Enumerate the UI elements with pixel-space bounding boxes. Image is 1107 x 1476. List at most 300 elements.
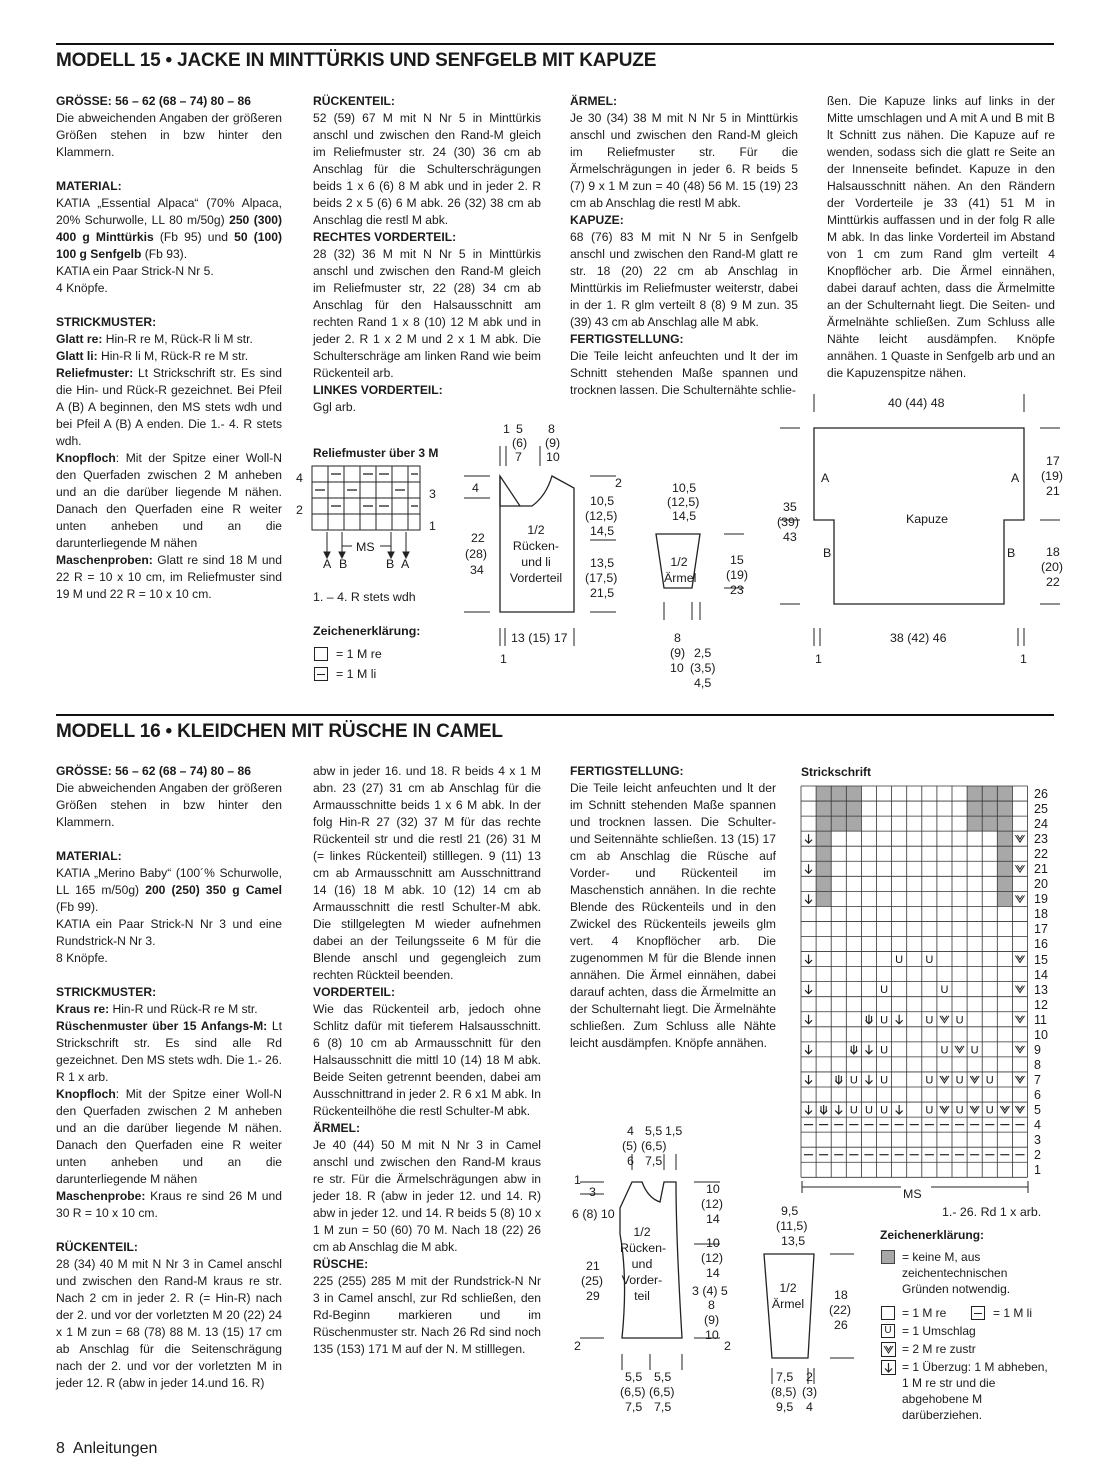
k2tog-icon	[1015, 835, 1024, 842]
yarn-over-mark: U	[864, 1014, 873, 1027]
m15-hood-b-left: B	[823, 546, 832, 560]
paragraph: ÄRMEL:	[570, 94, 618, 108]
legend-re-label: = 1 M re	[902, 1306, 947, 1320]
grey-cell	[982, 786, 997, 801]
paragraph: Die abweichenden Angaben der größeren Größen stehen in bzw hinter den Klammern.	[56, 111, 282, 159]
yarn-over-mark: U	[864, 1104, 873, 1117]
m15-h-21: 21	[1046, 484, 1060, 498]
chart-row-number: 3	[1034, 1133, 1041, 1148]
grey-cell	[816, 786, 831, 801]
yarn-over-mark: U	[970, 1044, 979, 1057]
m15-sl-top-125: (12,5)	[667, 495, 700, 509]
chart-row-number: 5	[1034, 1102, 1041, 1117]
paragraph: KAPUZE:	[570, 213, 624, 227]
k2tog-icon	[1015, 986, 1024, 993]
grey-cell	[846, 786, 861, 801]
m15-hood-a-right: A	[1011, 471, 1020, 485]
m16-r-14a: 14	[706, 1212, 720, 1226]
skp-arrow-icon	[805, 1015, 812, 1024]
chart-row-number: 18	[1034, 907, 1048, 922]
paragraph: KATIA „Essential Alpaca“ (70% Alpaca, 20% Schurwolle, LL 80 m/50g) 250 (300) 400 g Minttürkis (Fb 95) und 50 (100) 100 g Senfgelb (Fb 93).	[56, 196, 282, 261]
yarn-over-mark: U	[940, 1044, 949, 1057]
grey-cell	[967, 786, 982, 801]
skp-arrow-icon	[805, 1045, 812, 1054]
relief-chart	[312, 466, 422, 536]
m15-top-9: (9)	[545, 436, 561, 450]
m15-top-7: 7	[515, 450, 522, 464]
m15-sl-15: 15	[730, 553, 744, 567]
m15-h-20: (20)	[1041, 560, 1064, 574]
yarn-over-mark: U	[819, 1104, 828, 1117]
m16-t-6: 6	[627, 1154, 634, 1168]
grey-cell	[816, 816, 831, 831]
paragraph: STRICKMUSTER:	[56, 315, 157, 329]
paragraph: Ggl arb.	[313, 400, 357, 414]
m15-r-125: (12,5)	[585, 509, 618, 523]
m16-l-6810: 6 (8) 10	[572, 1207, 615, 1221]
paragraph: STRICKMUSTER:	[56, 985, 157, 999]
chart-row-number: 25	[1034, 802, 1048, 817]
yarn-over-mark: U	[895, 954, 904, 967]
chart-row-number: 19	[1034, 892, 1048, 907]
k2tog-icon	[955, 1046, 964, 1053]
yarn-over-mark: U	[880, 1104, 889, 1117]
m15-sl-top-145: 14,5	[672, 509, 697, 523]
m16-sb-2: 2	[806, 1370, 813, 1384]
chart-row-number: 1	[1034, 1163, 1041, 1178]
m15-h-39: (39)	[777, 515, 800, 529]
k2tog-icon	[1015, 1046, 1024, 1053]
paragraph: 28 (34) 40 M mit N Nr 3 in Camel anschl und zwischen den Rand-M kraus re str. Nach 2 cm in jeder 2. R (= Hin-R) nach der 2. und vor der vorletzten M 20 (22) 24 x 1 M zun = 68 (78) 88 M. 13 (15) 17 cm ab Anschlag für die Seitenschrägung nach der 2. und vor der vorletzten M in jeder 12. R (abw in jeder 14.und 16. R)	[56, 1257, 282, 1390]
yarn-over-mark: U	[955, 1074, 964, 1087]
m16-sb-75: 7,5	[776, 1370, 794, 1384]
chart-row-number: 20	[1034, 877, 1048, 892]
grey-cell	[982, 816, 997, 831]
paragraph: Die abweichenden Angaben der größeren Größen stehen in bzw hinter den Klammern.	[56, 781, 282, 829]
paragraph: Knopfloch: Mit der Spitze einer Woll-N den Querfaden zwischen 2 M anheben und an die darüber liegende M nähen. Danach den Querfaden eine R weiter unten anheben und an die darunterliegende M nähen	[56, 1087, 282, 1186]
legend-re-box	[881, 1306, 895, 1320]
yarn-over-mark: U	[849, 1104, 858, 1117]
chart-row-number: 8	[1034, 1057, 1041, 1072]
chart-row-number: 7	[1034, 1072, 1041, 1087]
k2tog-icon	[1015, 1076, 1024, 1083]
m16-s-26: 26	[834, 1318, 848, 1332]
grey-cell	[967, 801, 982, 816]
legend-li-symbol	[314, 667, 328, 681]
yarn-over-mark: U	[880, 1074, 889, 1087]
yarn-over-mark: U	[880, 1044, 889, 1057]
m15-sl-b-45: 4,5	[694, 676, 712, 690]
m16-t-5: (5)	[622, 1139, 638, 1153]
relief-title: Reliefmuster über 3 M	[313, 446, 439, 460]
chart-row-number: 26	[1034, 787, 1048, 801]
m15-top-1: 1	[503, 422, 510, 436]
skp-arrow-icon	[805, 985, 812, 994]
m16-r-345: 3 (4) 5	[692, 1284, 728, 1298]
m16-b-75b: 7,5	[654, 1400, 672, 1414]
m16-r-12b: (12)	[701, 1251, 724, 1265]
chart-row-number: 23	[1034, 832, 1048, 847]
m16-r-10b: 10	[706, 1236, 720, 1250]
chart-row-numbers	[1034, 787, 1056, 1178]
grey-cell	[997, 786, 1012, 801]
chart-row-number: 24	[1034, 817, 1048, 832]
m15-top-10: 10	[546, 450, 560, 464]
m15-sl-b-9: (9)	[670, 646, 686, 660]
grey-cell	[846, 816, 861, 831]
m15-sl-b-25: 2,5	[694, 646, 712, 660]
grey-cell	[997, 801, 1012, 816]
relief-ms: MS	[356, 540, 375, 554]
yarn-over-mark: U	[985, 1104, 994, 1117]
k2tog-icon	[970, 1076, 979, 1083]
chart-row-number: 14	[1034, 967, 1048, 982]
relief-arrow-a1: A	[323, 557, 332, 571]
m16-sleeve-label: 1/2 Ärmel	[771, 1281, 805, 1311]
m15-top-6: (6)	[512, 436, 528, 450]
yarn-over-mark: U	[940, 984, 949, 997]
paragraph: FERTIGSTELLUNG:	[570, 764, 684, 778]
model16-title: MODELL 16 • KLEIDCHEN MIT RÜSCHE IN CAMEL	[56, 721, 503, 742]
legend-re-text: = 1 M re	[336, 647, 382, 661]
top-rule	[56, 43, 1054, 45]
paragraph: Kraus re: Hin-R und Rück-R re M str.	[56, 1002, 258, 1016]
yarn-over-mark: U	[985, 1074, 994, 1087]
m16-h-29: 29	[586, 1289, 600, 1303]
chart-row-number: 4	[1034, 1118, 1041, 1133]
yarn-over-mark: U	[955, 1104, 964, 1117]
m16-s-135: 13,5	[781, 1234, 806, 1248]
paragraph: 28 (32) 36 M mit N Nr 5 in Minttürkis anschl und zwischen den Rand-M gleich im Reliefmuster str, 22 (28) 34 cm ab Anschlag für den Halsausschnitt am rechten Rand 1 x 8 (10) 12 M abk und in jeder 2. R 1 x 2 M und 2 x 1 M abk. Die Schulterschräge am linken Rand wie beim Rückenteil arb.	[313, 247, 541, 380]
paragraph: abw in jeder 16. und 18. R beids 4 x 1 M abn. 23 (27) 31 cm ab Anschlag für die Armausschnitte beids 1 x 6 M abk. In der folg Hin-R 27 (32) 37 M für das rechte Rückenteil str und die restl 21 (26) 31 M (= linkes Rückenteil) stilllegen. 9 (11) 13 cm ab Armausschnitt am Ausschnittrand 14 (16) 18 M abk. 10 (12) 14 cm ab Armausschnitt die restl Schulter-M abk. Die stillgelegten M wieder aufnehmen dabei an der Teilungsseite 6 M für die Blende anschl und gegengleich zum rechten Rückteil beenden.	[313, 764, 541, 982]
grey-cell	[816, 831, 831, 846]
paragraph: KATIA ein Paar Strick-N Nr 5.	[56, 264, 214, 278]
chart-row-number: 22	[1034, 847, 1048, 862]
m16-l-3: 3	[589, 1185, 596, 1199]
legend-u-label: = 1 Umschlag	[902, 1324, 976, 1338]
paragraph: FERTIGSTELLUNG:	[570, 332, 684, 346]
chart-row-number: 15	[1034, 952, 1048, 967]
paragraph: VORDERTEIL:	[313, 985, 395, 999]
paragraph: Maschenproben: Glatt re sind 18 M und 22 R = 10 x 10 cm, im Reliefmuster sind 19 M und 22 R = 10 x 10 cm.	[56, 553, 282, 601]
grey-cell	[816, 861, 831, 876]
paragraph: RÜCKENTEIL:	[313, 94, 395, 108]
m15-sl-b-10: 10	[670, 661, 684, 675]
m15-left-4: 4	[472, 481, 479, 495]
paragraph: RÜCKENTEIL:	[56, 1240, 138, 1254]
m16-sleeve-schema	[750, 1228, 870, 1388]
paragraph: Glatt re: Hin-R re M, Rück-R li M str.	[56, 332, 253, 346]
m15-bottom-1: 1	[500, 652, 507, 666]
paragraph: Reliefmuster: Lt Strickschrift str. Es sind die Hin- und Rück-R gezeichnet. Bei Pfeil A (B) A beginnen, den MS stets wdh und bei Pfeil A (B) A enden. Die 1.- 4. R stets wdh.	[56, 366, 282, 448]
chart-row-number: 12	[1034, 997, 1048, 1012]
m16-b-55a: 5,5	[625, 1370, 643, 1384]
m16-l-2: 2	[574, 1339, 581, 1353]
skp-arrow-icon	[881, 1360, 896, 1375]
m15-col1	[56, 93, 282, 603]
m15-col4	[827, 93, 1055, 382]
m16-l-1: 1	[574, 1173, 581, 1187]
skp-arrow-icon	[865, 1045, 872, 1054]
paragraph: 68 (76) 83 M mit N Nr 5 in Senfgelb anschl und zwischen den Rand-M glatt re str. 18 (20) 22 cm ab Anschlag in Minttürkis im Reliefmuster weiterstr, dabei in der 1. R glm verteilt 8 (8) 9 M zun. 35 (39) 43 cm ab Anschlag alle M abk.	[570, 230, 798, 329]
grey-cell	[997, 861, 1012, 876]
m16-b-65b: (6,5)	[649, 1385, 675, 1399]
m15-r-135: 13,5	[590, 556, 615, 570]
m15-h-35: 35	[783, 500, 797, 514]
m15-h-19: (19)	[1041, 469, 1064, 483]
relief-note: 1. – 4. R stets wdh	[313, 590, 416, 604]
skp-arrow-icon	[835, 1105, 842, 1114]
m16-t-55: 5,5	[645, 1124, 663, 1138]
paragraph: 4 Knöpfe.	[56, 281, 108, 295]
m16-h-25: (25)	[581, 1274, 604, 1288]
m15-h-18: 18	[1046, 545, 1060, 559]
k2tog-icon	[1015, 1106, 1024, 1113]
skp-arrow-icon	[805, 834, 812, 843]
paragraph: Die Teile leicht anfeuchten und lt der im Schnitt stehenden Maße spannen und trocknen lassen. Die Schulternähte schlie-	[570, 349, 798, 397]
relief-row-2: 2	[296, 503, 303, 517]
paragraph: Je 30 (34) 38 M mit N Nr 5 in Minttürkis anschl und zwischen den Rand-M gleich im Reliefmuster str. Für die Ärmelschrägungen in jeder 6. R beids 5 (7) 9 x 1 M zun = 40 (48) 56 M. 15 (19) 23 cm ab Anschlag die restl M abk.	[570, 111, 798, 210]
paragraph: Knopfloch: Mit der Spitze einer Woll-N den Querfaden zwischen 2 M anheben und an die darüber liegende M nähen. Danach den Querfaden eine R weiter unten anheben und an die darunterliegende M nähen	[56, 451, 282, 550]
paragraph: Glatt li: Hin-R li M, Rück-R re M str.	[56, 349, 249, 363]
chart-row-number: 2	[1034, 1148, 1041, 1163]
yarn-over-mark: U	[880, 984, 889, 997]
legend-li-label: = 1 M li	[993, 1306, 1033, 1320]
relief-arrow-b2: B	[386, 557, 395, 571]
m16-r-9: (9)	[704, 1313, 720, 1327]
yarn-over-mark: U	[925, 1014, 934, 1027]
stitch-chart	[801, 786, 1031, 1181]
m15-col3	[570, 93, 798, 399]
relief-row-3: 3	[429, 487, 436, 501]
m15-hood-b2: 1	[1020, 652, 1027, 666]
paragraph: MATERIAL:	[56, 849, 122, 863]
paragraph: Die Teile leicht anfeuchten und lt der im Schnitt stehenden Maße spannen und trocknen lassen. Die Schulter- und Seitennähte schließen. 13 (15) 17 cm ab Anschlag die Rüsche auf Vorder- und Rückenteil im Maschenstich annähen. In die rechte Blende des Rückenteils und in den Zwickel des Rückenteils jeweils glm vert. 4 Knopflöcher arb. Die zugenommen M für die Blende innen annähen. Die Ärmel einnähen, dabei darauf achten, dass die Ärmelmitte an der Schulternaht liegt. Die Ärmelnähte schließen. Zum Schluss alle Nähte leicht ausdämpfen. Knöpfe annähen.	[570, 781, 776, 1050]
m15-sl-b-35: (3,5)	[690, 661, 716, 675]
m15-hood-top: 40 (44) 48	[888, 396, 945, 410]
paragraph: RÜSCHE:	[313, 1257, 369, 1271]
m16-s-22: (22)	[829, 1303, 852, 1317]
legend-li-text: = 1 M li	[336, 667, 377, 681]
chart-row-number: 21	[1034, 862, 1048, 877]
k2tog-icon	[881, 1342, 896, 1357]
m15-hood-label: Kapuze	[906, 512, 949, 526]
skp-arrow-icon	[805, 1105, 812, 1114]
m15-hood-a-left: A	[821, 471, 830, 485]
m16-r-10a: 10	[706, 1182, 720, 1196]
m15-hood-bottom: 38 (42) 46	[890, 631, 947, 645]
yarn-over-mark: U	[834, 1074, 843, 1087]
relief-row-4: 4	[296, 471, 303, 485]
grey-cell	[997, 876, 1012, 891]
m15-hood-b1: 1	[815, 652, 822, 666]
m16-sb-3: (3)	[802, 1385, 818, 1399]
m16-b-75a: 7,5	[625, 1400, 643, 1414]
k2tog-icon	[1015, 1016, 1024, 1023]
m15-r-145: 14,5	[590, 524, 615, 538]
relief-legend-title: Zeichenerklärung:	[313, 624, 421, 638]
paragraph: LINKES VORDERTEIL:	[313, 383, 443, 397]
m16-sb-4: 4	[806, 1400, 813, 1414]
paragraph: MATERIAL:	[56, 179, 122, 193]
skp-arrow-icon	[865, 1075, 872, 1084]
chart-row-number: 17	[1034, 922, 1048, 937]
m15-top-5: 5	[516, 422, 523, 436]
k2tog-icon	[940, 1016, 949, 1023]
grey-cell	[967, 816, 982, 831]
yarn-over-mark: U	[849, 1074, 858, 1087]
grey-cell	[997, 816, 1012, 831]
grey-cell	[816, 876, 831, 891]
m15-sl-b-8: 8	[674, 631, 681, 645]
chart-title: Strickschrift	[801, 765, 872, 779]
m15-r-175: (17,5)	[585, 571, 618, 585]
m15-h-22b: 22	[1046, 575, 1060, 589]
chart-note: 1.- 26. Rd 1 x arb.	[942, 1205, 1042, 1219]
m15-h-17: 17	[1046, 454, 1060, 468]
m16-s-18: 18	[834, 1288, 848, 1302]
paragraph: Rüschenmuster über 15 Anfangs-M: Lt Strickschrift str. Es sind alle Rd gezeichnet. Den MS stets wdh. Die 1.- 26. R 1 x arb.	[56, 1019, 282, 1084]
chart-row-number: 11	[1034, 1012, 1047, 1027]
chart-row-number: 9	[1034, 1042, 1041, 1057]
grey-cell	[997, 831, 1012, 846]
skp-arrow-icon	[805, 864, 812, 873]
paragraph: GRÖSSE: 56 – 62 (68 – 74) 80 – 86	[56, 94, 251, 108]
m15-sl-23: 23	[730, 583, 744, 597]
yarn-over-mark: U	[849, 1044, 858, 1057]
paragraph: GRÖSSE: 56 – 62 (68 – 74) 80 – 86	[56, 764, 251, 778]
m16-r-2: 2	[724, 1339, 731, 1353]
grey-cell	[846, 801, 861, 816]
relief-row-1: 1	[429, 519, 436, 533]
relief-arrow-b1: B	[339, 557, 348, 571]
page-footer	[56, 1440, 157, 1458]
section-name: Anleitungen	[72, 1440, 158, 1457]
grey-cell	[816, 891, 831, 906]
yarn-over-mark: U	[880, 1014, 889, 1027]
m15-right-2: 2	[615, 476, 622, 490]
chart-row-number: 16	[1034, 937, 1048, 952]
m16-s-95: 9,5	[781, 1204, 799, 1218]
skp-arrow-icon	[805, 1075, 812, 1084]
k2tog-icon	[1015, 956, 1024, 963]
m16-r-8: 8	[708, 1298, 715, 1312]
m15-h-22: 22	[471, 531, 485, 545]
paragraph: ßen. Die Kapuze links auf links in der Mitte umschlagen und A mit A und B mit B lt Schnitt zus nähen. Die Kapuze auf re wenden, sodass sich die glatt re Seite an der Innenseite befindet. Kapuze in den Halsausschnitt nähen. An den Rändern der Vorderteile je 33 (41) 51 M in Minttürkis auffassen und in der folg R alle M abk. In das linke Vorderteil im Abstand von 1 cm zum Rand glm verteilt 4 Knopflöcher arb. Die Ärmel einnähen, dabei darauf achten, dass die Ärmelmitte an der Schulternaht liegt. Die Seiten- und Ärmelnähte schließen. Zum Schluss alle Nähte leicht ausdämpfen. Knöpfe annähen. 1 Quaste in Senfgelb arb und an die Kapuzenspitze nähen.	[827, 94, 1055, 380]
m16-col2	[313, 763, 541, 1358]
m16-t-4: 4	[627, 1124, 634, 1138]
k2tog-icon	[970, 1106, 979, 1113]
paragraph: RECHTES VORDERTEIL:	[313, 230, 457, 244]
legend-skp-label: = 1 Überzug: 1 M abheben, 1 M re str und die abgehobene M darüberziehen.	[902, 1360, 1048, 1422]
mid-rule	[56, 714, 1054, 716]
m16-r-14b: 14	[706, 1266, 720, 1280]
m15-sleeve-label: 1/2 Ärmel	[664, 555, 697, 585]
m15-h-43: 43	[783, 530, 797, 544]
grey-cell	[816, 846, 831, 861]
skp-arrow-icon	[896, 1015, 903, 1024]
legend-u-box: U	[881, 1324, 895, 1338]
grey-cell	[831, 786, 846, 801]
m15-hood-b-right: B	[1007, 546, 1016, 560]
k2tog-icon	[940, 1106, 949, 1113]
m16-b-55b: 5,5	[654, 1370, 672, 1384]
m16-col3	[570, 763, 776, 1052]
paragraph: ÄRMEL:	[313, 1121, 361, 1135]
yarn-over-mark: U	[925, 954, 934, 967]
legend-k2tog-label: = 2 M re zustr	[902, 1342, 976, 1356]
legend-re-symbol	[314, 647, 328, 661]
m16-t-15: 1,5	[665, 1124, 683, 1138]
chart-ms: MS	[903, 1187, 922, 1201]
m16-h-21: 21	[586, 1259, 600, 1273]
chart-row-number: 10	[1034, 1027, 1048, 1042]
m16-sb-85: (8,5)	[771, 1385, 797, 1399]
m16-body-label: 1/2 Rücken- und Vorder- teil	[620, 1225, 667, 1303]
k2tog-icon	[1000, 1106, 1009, 1113]
skp-arrow-icon	[896, 1105, 903, 1114]
page-number: 8	[56, 1440, 65, 1457]
m15-r-215: 21,5	[590, 586, 615, 600]
grey-cell	[997, 846, 1012, 861]
paragraph: Je 40 (44) 50 M mit N Nr 3 in Camel anschl und zwischen den Rand-M kraus re str. Für die Ärmelschrägungen abw in jeder 18. R (abw in jeder 12. und 14. R) abw in jeder 12. und 14. R beids 5 (8) 10 x 1 M zun = 50 (60) 70 M. Nach 18 (22) 26 cm ab Anschlag die M abk.	[313, 1138, 541, 1254]
grey-cell	[831, 801, 846, 816]
m16-col1	[56, 763, 282, 1392]
m15-h-28: (28)	[465, 547, 488, 561]
m15-top-8: 8	[548, 422, 555, 436]
paragraph: KATIA ein Paar Strick-N Nr 3 und eine Rundstrick-N Nr 3.	[56, 917, 282, 948]
yarn-over-mark: U	[925, 1104, 934, 1117]
paragraph: 8 Knöpfe.	[56, 951, 108, 965]
m15-col2	[313, 93, 541, 416]
chart-row-number: 13	[1034, 982, 1048, 997]
m15-body-label: 1/2 Rücken- und li Vorderteil	[509, 523, 563, 585]
m16-sb-95: 9,5	[776, 1400, 794, 1414]
chart-legend-title: Zeichenerklärung:	[880, 1228, 985, 1242]
m15-sl-19: (19)	[726, 568, 749, 582]
chart-row-number: 6	[1034, 1087, 1041, 1102]
m16-s-115: (11,5)	[776, 1219, 808, 1233]
grey-cell	[816, 801, 831, 816]
grey-cell	[997, 891, 1012, 906]
skp-arrow-icon	[805, 955, 812, 964]
paragraph: 52 (59) 67 M mit N Nr 5 in Minttürkis anschl und zwischen den Rand-M gleich im Reliefmuster str. 24 (30) 36 cm ab Anschlag für die Schulterschrägungen beids 1 x 6 (6) 8 M abk und in jeder 2. R beids 2 x 5 (6) 6 M abk. 26 (32) 38 cm ab Anschlag die restl M abk.	[313, 111, 541, 227]
m16-t-65: (6,5)	[641, 1139, 667, 1153]
legend-grey-symbol	[881, 1250, 895, 1264]
m16-t-75: 7,5	[645, 1154, 663, 1168]
k2tog-icon	[940, 1076, 949, 1083]
paragraph: Wie das Rückenteil arb, jedoch ohne Schlitz dafür mit tieferem Halsausschnitt. 6 (8) 10 cm ab Armausschnitt für den Halsausschnitt die mittl 10 (14) 18 M abk. Beide Seiten getrennt beenden, dabei am Ausschnittrand in jeder 2. R 6 x1 M abk. In Rückenteilhöhe die restl Schulter-M abk.	[313, 1002, 541, 1118]
grey-cell	[831, 816, 846, 831]
m15-r-105: 10,5	[590, 494, 615, 508]
m16-r-10c: 10	[705, 1328, 719, 1342]
legend-li-box	[971, 1306, 985, 1320]
paragraph: KATIA „Merino Baby“ (100´% Schurwolle, LL 165 m/50g) 200 (250) 350 g Camel (Fb 99).	[56, 866, 283, 914]
skp-arrow-icon	[805, 894, 812, 903]
k2tog-icon	[1015, 865, 1024, 872]
k2tog-icon	[1015, 895, 1024, 902]
m16-r-12a: (12)	[701, 1197, 724, 1211]
relief-arrow-a2: A	[401, 557, 410, 571]
m15-sl-top-105: 10,5	[672, 481, 697, 495]
m15-bottom-width: 13 (15) 17	[511, 631, 568, 645]
paragraph: 225 (255) 285 M mit der Rundstrick-N Nr 3 in Camel anschl, zur Rd schließen, den Rd-Beginn markieren und im Rüschenmuster str. Nach 26 Rd sind noch 135 (153) 171 M auf der N. M stilllegen.	[313, 1274, 541, 1356]
legend-grey-text: = keine M, aus zeichentechnischen Gründen notwendig.	[902, 1250, 1011, 1296]
grey-cell	[982, 801, 997, 816]
m16-b-65a: (6,5)	[620, 1385, 646, 1399]
m15-h-34: 34	[470, 563, 484, 577]
yarn-over-mark: U	[925, 1074, 934, 1087]
